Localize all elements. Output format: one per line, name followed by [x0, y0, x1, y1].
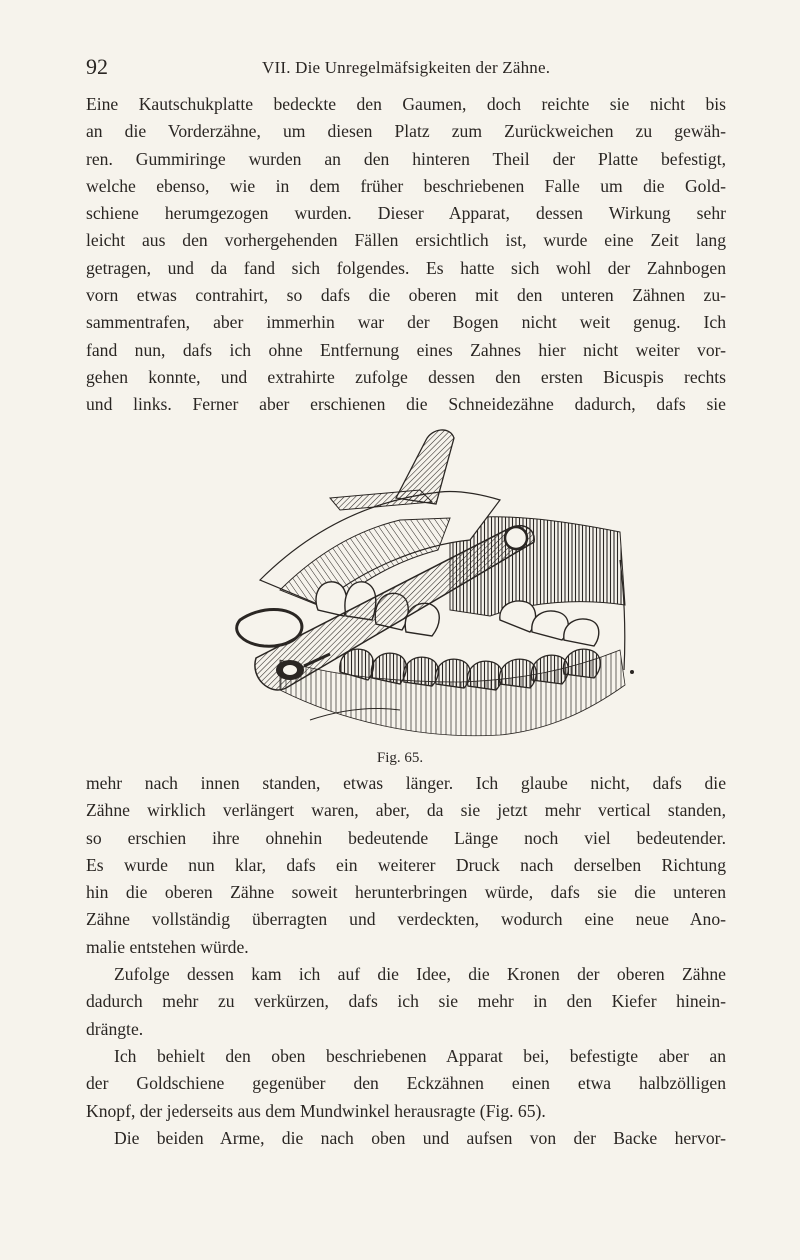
chapter-title: VII. Die Unregelmäfsigkeiten der Zähne. [262, 58, 551, 77]
paragraph-before-figure [86, 91, 726, 419]
text-line: so erschien ihre ohnehin bedeutende Länge noch viel bedeutender. [86, 827, 726, 848]
text-line: Zähne vollständig überragten und verdeckten, wodurch eine neue Ano- [86, 909, 726, 930]
paragraphs-after-figure [86, 770, 726, 1152]
text-line: Zähne wirklich verlängert waren, aber, da sie jetzt mehr vertical standen, [86, 800, 726, 821]
text-line: Ich behielt den oben beschriebenen Apparat bei, befestigte aber an [114, 1045, 726, 1066]
running-head [0, 54, 800, 84]
figure-caption: Fig. 65. [376, 750, 424, 766]
text-line: drängte. [86, 1018, 144, 1039]
text-line: Knopf, der jederseits aus dem Mundwinkel herausragte (Fig. 65). [86, 1100, 546, 1121]
text-line: Zufolge dessen kam ich auf die Idee, die Kronen der oberen Zähne [114, 964, 726, 985]
text-line: vorn etwas contrahirt, so dafs die oberen mit den unteren Zähnen zu- [86, 285, 726, 306]
text-line: malie entstehen würde. [86, 936, 249, 957]
text-line: mehr nach innen standen, etwas länger. Ich glaube nicht, dafs die [86, 773, 726, 793]
text-line: Eine Kautschukplatte bedeckte den Gaumen, doch reichte sie nicht bis [86, 94, 726, 114]
text-line: ren. Gummiringe wurden an den hinteren Theil der Platte befestigt, [86, 148, 726, 169]
text-line: dadurch mehr zu verkürzen, dafs ich sie mehr in den Kiefer hinein- [86, 991, 726, 1012]
text-line: der Goldschiene gegenüber den Eckzähnen einen etwa halbzölligen [86, 1073, 726, 1094]
text-line: gehen konnte, und extrahirte zufolge dessen den ersten Bicuspis rechts [86, 366, 726, 387]
text-line: Es wurde nun klar, dafs ein weiterer Druck nach derselben Richtung [86, 854, 726, 875]
text-line: hin die oberen Zähne soweit herunterbringen würde, dafs sie die unteren [86, 882, 726, 903]
text-line: sammentrafen, aber immerhin war der Bogen nicht weit genug. Ich [86, 312, 726, 333]
text-line: getragen, und da fand sich folgendes. Es hatte sich wohl der Zahnbogen [86, 257, 726, 278]
text-line: und links. Ferner aber erschienen die Schneidezähne dadurch, dafs sie [86, 394, 726, 415]
text-line: Die beiden Arme, die nach oben und aufsen von der Backe hervor- [114, 1127, 726, 1148]
text-line: welche ebenso, wie in dem früher beschriebenen Falle um die Gold- [86, 175, 726, 196]
text-line: schiene herumgezogen wurden. Dieser Apparat, dessen Wirkung sehr [86, 203, 726, 224]
text-line: an die Vorderzähne, um diesen Platz zum Zurückweichen zu gewäh- [86, 121, 726, 142]
dental-apparatus-illustration [200, 420, 640, 750]
page-number: 92 [86, 54, 108, 79]
text-line: fand nun, dafs ich ohne Entfernung eines Zahnes hier nicht weiter vor- [86, 339, 726, 360]
text-line: leicht aus den vorhergehenden Fällen ersichtlich ist, wurde eine Zeit lang [86, 230, 726, 251]
